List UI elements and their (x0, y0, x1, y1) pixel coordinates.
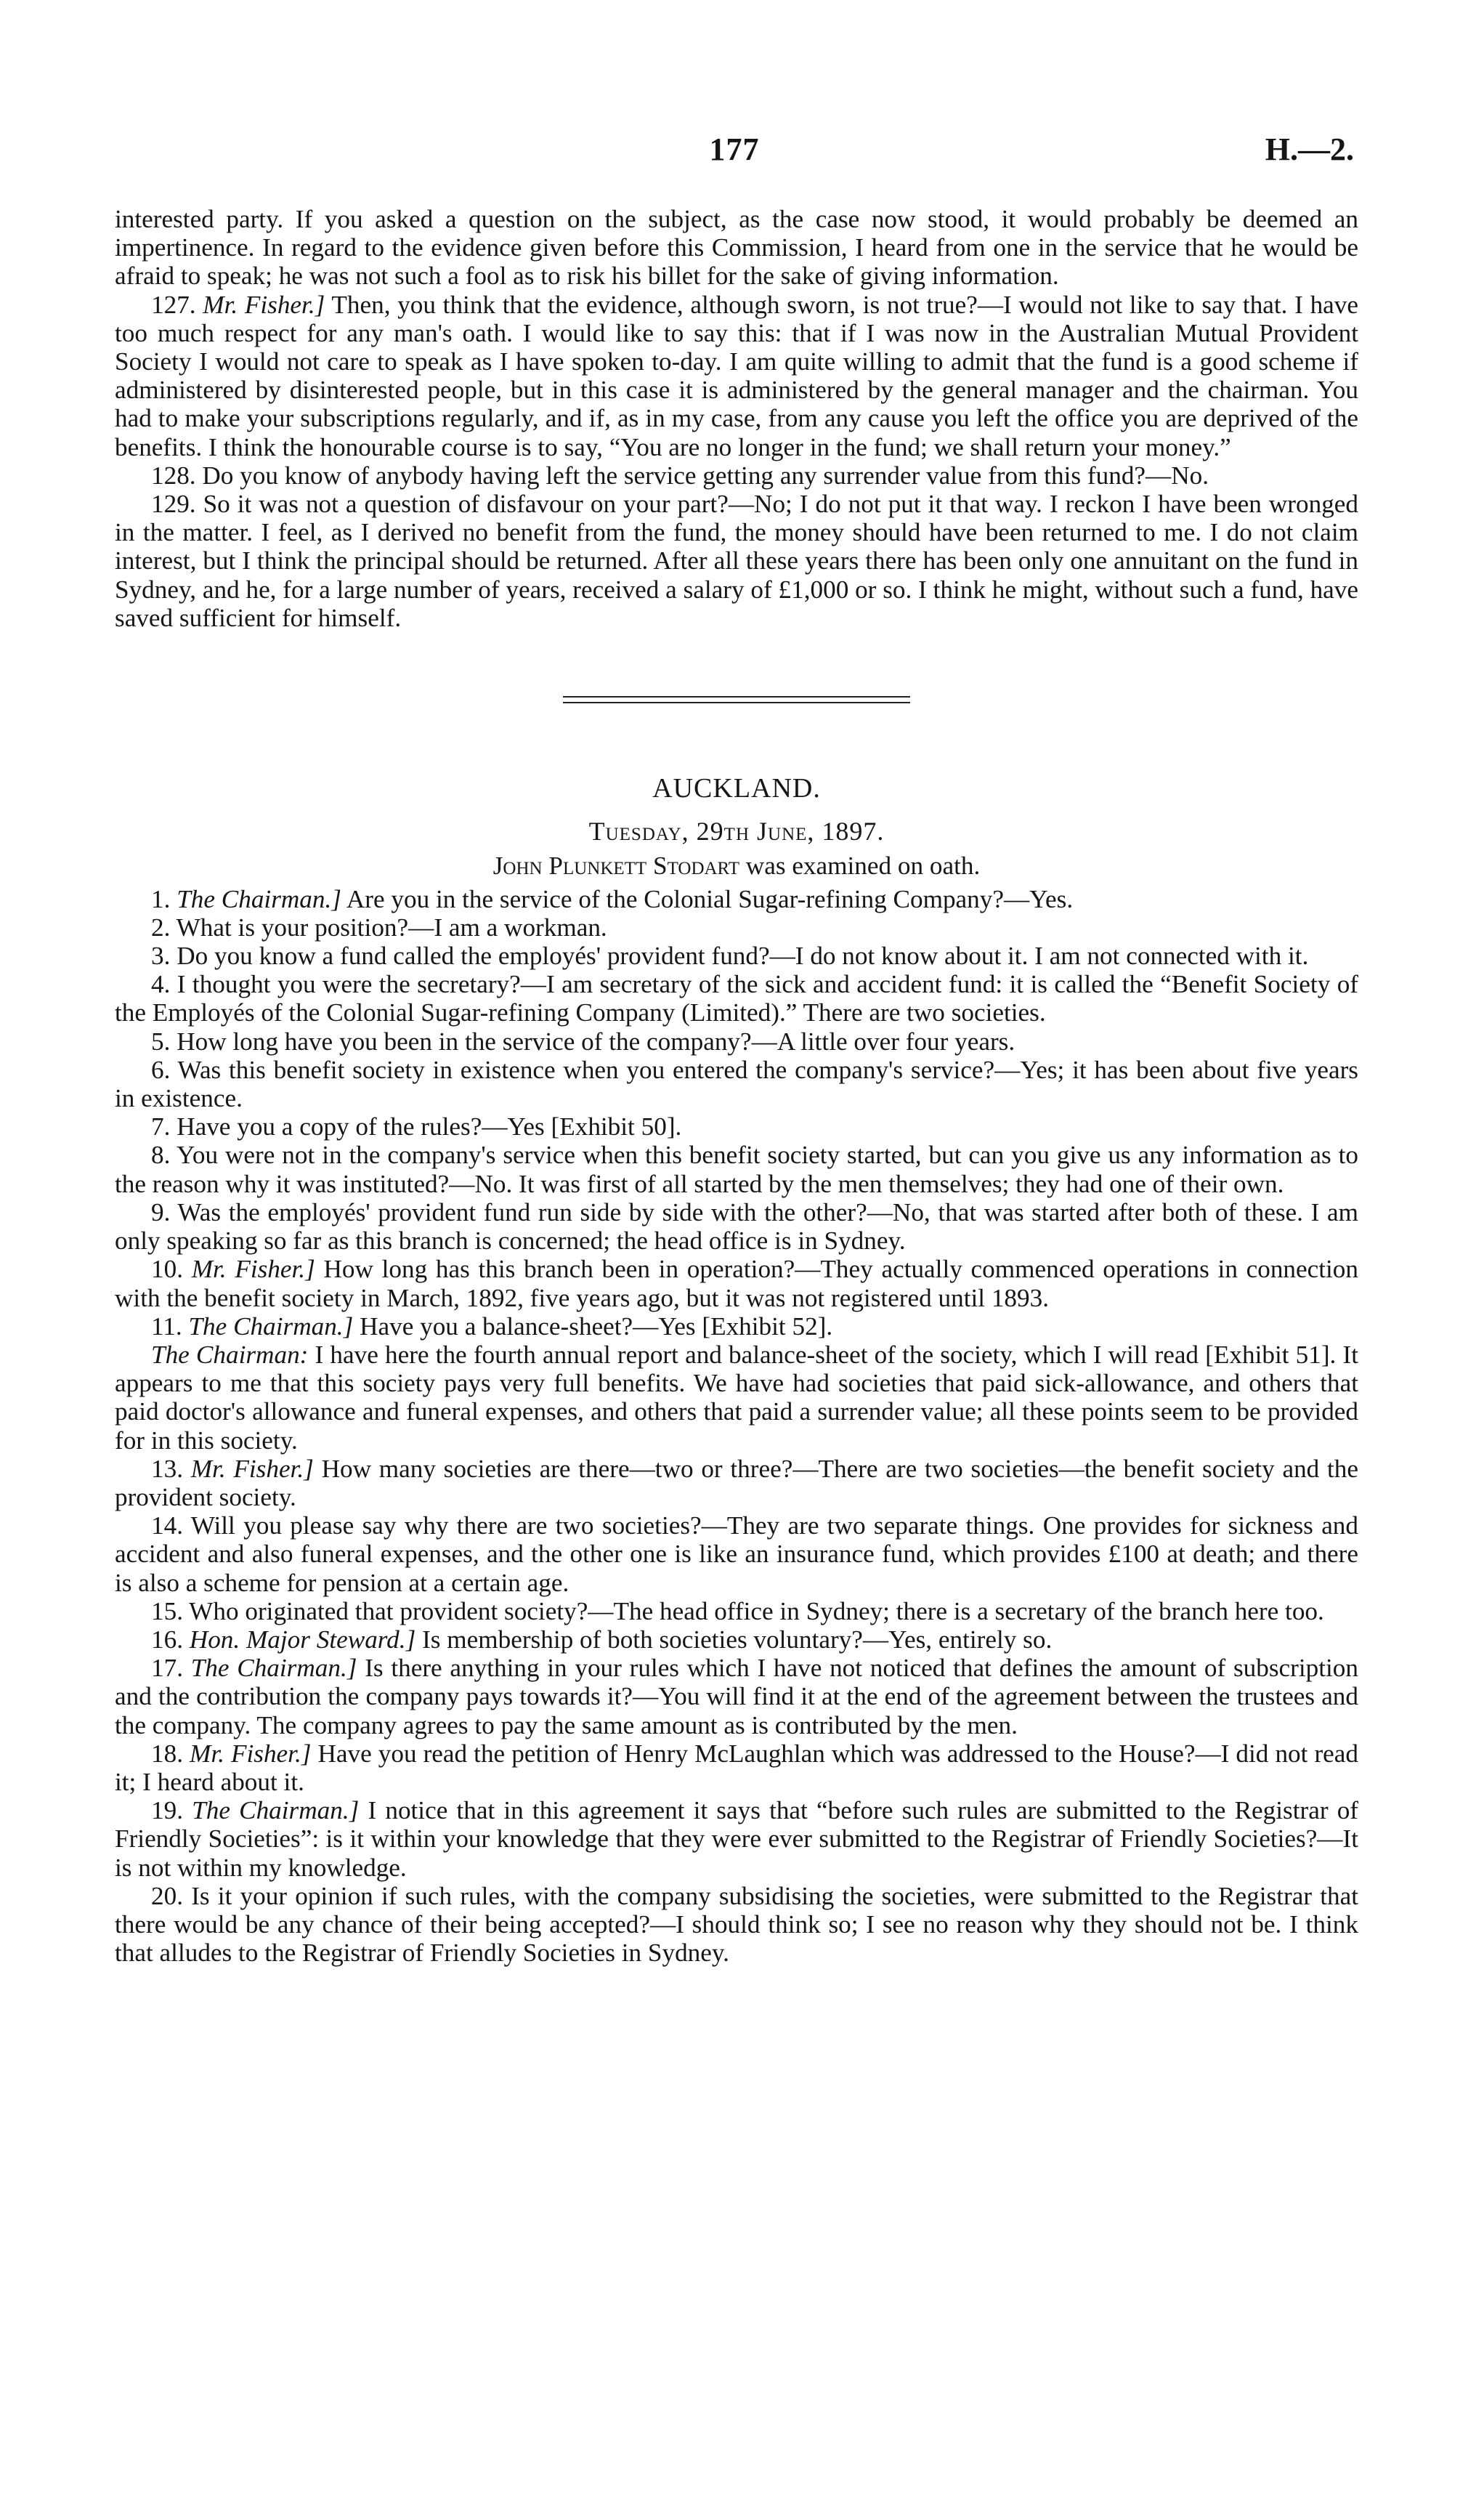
qa-paragraph (115, 1625, 1358, 1654)
speaker-name: Mr. Fisher.] (191, 1255, 315, 1284)
paragraph-text: Will you please say why there are two societies?—They are two separate things. One provides for sickness and accident and also funeral expenses, and the other one is like an insurance fund, which provides £100 at death; and there is also a scheme for pension at a certain age. (115, 1511, 1358, 1597)
speaker-name: Mr. Fisher.] (203, 290, 325, 319)
qa-paragraph (115, 1511, 1358, 1597)
qa-paragraph (115, 490, 1358, 632)
qa-paragraph (115, 1255, 1358, 1311)
qa-paragraph (115, 1112, 1358, 1141)
speaker-name: The Chairman: (151, 1340, 309, 1369)
question-number: 9. (151, 1197, 171, 1226)
paragraph-text: Is there anything in your rules which I have not noticed that defines the amount of subscription and the contribution the company pays towards it?—You will find it at the end of the agreement between the trustees and the company. The company agrees to pay the same amount as is contributed by the men. (115, 1654, 1358, 1739)
paragraph-text: Is membership of both societies voluntary?—Yes, entirely so. (415, 1625, 1053, 1654)
paragraph-text: Do you know of anybody having left the service getting any surrender value from this fund?—No. (202, 461, 1209, 490)
question-number: 16. (151, 1625, 183, 1654)
paragraph-text: How long has this branch been in operation?—They actually commenced operations in connection with the benefit society in March, 1892, five years ago, but it was not registered until 1893. (115, 1255, 1358, 1312)
speaker-name: Mr. Fisher.] (190, 1454, 314, 1483)
paragraph-text: I have here the fourth annual report and balance-sheet of the society, which I will read [Exhibit 51]. It appears to me that this society pays very full benefits. We have had societies that paid sick-allowance, and others that paid doctor's allowance and funeral expenses, and others that paid a surrender value; all these points seem to be provided for in this society. (115, 1340, 1359, 1455)
paragraph-text: Then, you think that the evidence, although sworn, is not true?—I would not like to say that. I have too much respect for any man's oath. I would like to say this: that if I was now in the Australian Mutual Provident Society I would not care to speak as I have spoken to-day. I am quite willing to admit that the fund is a good scheme if administered by disinterested people, but in this case it is administered by the general manager and the chairman. You had to make your subscriptions regularly, and if, as in my case, from any cause you left the office you are deprived of the benefits. I think the honourable course is to say, “You are no longer in the fund; we shall return your money.” (115, 290, 1359, 461)
page-number: 177 (709, 132, 760, 167)
section-place: AUCKLAND. (652, 773, 821, 804)
paragraph-text: You were not in the company's service when this benefit society started, but can you give us any information as to the reason why it was instituted?—No. It was first of all started by the men themselves; they had one of their own. (115, 1141, 1358, 1198)
speaker-name: The Chairman.] (177, 884, 341, 913)
section-date: Tuesday, 29th June, 1897. (588, 817, 885, 846)
qa-paragraph (115, 1455, 1358, 1511)
speaker-name: The Chairman.] (188, 1311, 354, 1341)
qa-paragraph (115, 1056, 1358, 1112)
paragraph-text: I notice that in this agreement it says that “before such rules are submitted to the Registrar of Friendly Societies”: is it within your knowledge that they were ever submitted to the Registrar of Friendly Societies?—It is not within my knowledge. (115, 1796, 1359, 1882)
question-number: 18. (151, 1739, 183, 1768)
speaker-name: The Chairman.] (192, 1796, 360, 1825)
qa-paragraph (115, 1141, 1358, 1197)
qa-paragraph (115, 942, 1358, 970)
witness-name: John Plunkett Stodart (492, 852, 739, 881)
question-number: 128. (151, 461, 196, 490)
question-number: 11. (151, 1311, 182, 1341)
question-number: 2. (151, 913, 171, 942)
page-header (115, 131, 1354, 174)
document-reference: H.—2. (1265, 132, 1354, 167)
qa-paragraph (115, 1882, 1358, 1968)
question-number: 13. (151, 1454, 183, 1483)
paragraph-text: Are you in the service of the Colonial Sugar-refining Company?—Yes. (341, 884, 1074, 913)
paragraph-text: How long have you been in the service of the company?—A little over four years. (177, 1027, 1015, 1056)
qa-paragraph (115, 1796, 1358, 1882)
witness-text: was examined on oath. (739, 852, 981, 881)
qa-paragraph (115, 885, 1358, 913)
paragraph-text: Have you read the petition of Henry McLaughlan which was addressed to the House?—I did not read it; I heard about it. (115, 1739, 1358, 1796)
paragraph-text: Who originated that provident society?—The head office in Sydney; there is a secretary of the branch here too. (189, 1596, 1324, 1625)
paragraph-text: What is your position?—I am a workman. (176, 913, 607, 942)
speaker-name: Mr. Fisher.] (190, 1739, 312, 1768)
question-number: 129. (151, 490, 196, 519)
question-number: 4. (151, 970, 171, 999)
speaker-name: The Chairman.] (190, 1654, 357, 1683)
paragraph-text: Was this benefit society in existence when you entered the company's service?—Yes; it has been about five years in existence. (115, 1055, 1358, 1113)
qa-paragraph (115, 913, 1358, 942)
question-number: 1. (151, 884, 171, 913)
qa-paragraph (115, 461, 1358, 490)
section-divider (563, 696, 910, 705)
paragraph-text: I thought you were the secretary?—I am secretary of the sick and accident fund: it is called the “Benefit Society of the Employés of the Colonial Sugar-refining Company (Limited).” There are two societies. (115, 970, 1358, 1027)
question-number: 20. (151, 1881, 183, 1910)
questions-section (115, 885, 1358, 1968)
question-number: 127. (151, 290, 196, 319)
paragraph-text: interested party. If you asked a question on the subject, as the case now stood, it would probably be deemed an impertinence. In regard to the evidence given before this Commission, I heard from one in the service that he would be afraid to speak; he was not such a fool as to risk his billet for the sake of giving information. (115, 205, 1358, 291)
qa-paragraph (115, 1312, 1358, 1341)
paragraph-text: Do you know a fund called the employés' provident fund?—I do not know about it. I am not connected with it. (177, 942, 1309, 971)
question-number: 15. (151, 1596, 183, 1625)
question-number: 17. (151, 1654, 183, 1683)
question-number: 14. (151, 1511, 183, 1540)
paragraph-text: Was the employés' provident fund run side by side with the other?—No, that was started after both of these. I am only speaking so far as this branch is concerned; the head office is in Sydney. (115, 1197, 1358, 1256)
question-number: 7. (151, 1112, 171, 1141)
question-number: 3. (151, 942, 171, 971)
continuation-section (115, 205, 1358, 632)
document-body (115, 205, 1358, 1967)
question-number: 10. (151, 1255, 183, 1284)
paragraph-text: So it was not a question of disfavour on your part?—No; I do not put it that way. I reckon I have been wronged in the matter. I feel, as I derived no benefit from the fund, the money should have been returned to me. I do not claim interest, but I think the principal should be returned. After all these years there has been only one annuitant on the fund in Sydney, and he, for a large number of years, received a salary of £1,000 or so. I think he might, without such a fund, have saved sufficient for himself. (115, 490, 1358, 632)
paragraph-text: Is it your opinion if such rules, with the company subsidising the societies, were submitted to the Registrar that there would be any chance of their being accepted?—I should think so; I see no reason why they should not be. I think that alludes to the Registrar of Friendly Societies in Sydney. (115, 1881, 1358, 1968)
qa-paragraph (115, 1597, 1358, 1625)
question-number: 19. (151, 1796, 183, 1825)
qa-paragraph (115, 1739, 1358, 1796)
qa-paragraph (115, 1654, 1358, 1739)
qa-paragraph (115, 1198, 1358, 1255)
qa-paragraph (115, 970, 1358, 1027)
paragraph-text: Have you a copy of the rules?—Yes [Exhibit 50]. (177, 1112, 682, 1141)
qa-paragraph (115, 291, 1358, 461)
paragraph-text: Have you a balance-sheet?—Yes [Exhibit 52]. (353, 1311, 833, 1341)
question-number: 6. (151, 1055, 171, 1084)
qa-paragraph (115, 1027, 1358, 1056)
question-number: 8. (151, 1141, 171, 1170)
qa-paragraph (115, 205, 1358, 291)
qa-paragraph (115, 1341, 1358, 1455)
question-number: 5. (151, 1027, 171, 1056)
speaker-name: Hon. Major Steward.] (189, 1625, 416, 1654)
paragraph-text: How many societies are there—two or three?—There are two societies—the benefit society and the provident society. (115, 1454, 1359, 1511)
witness-line (115, 852, 1358, 880)
